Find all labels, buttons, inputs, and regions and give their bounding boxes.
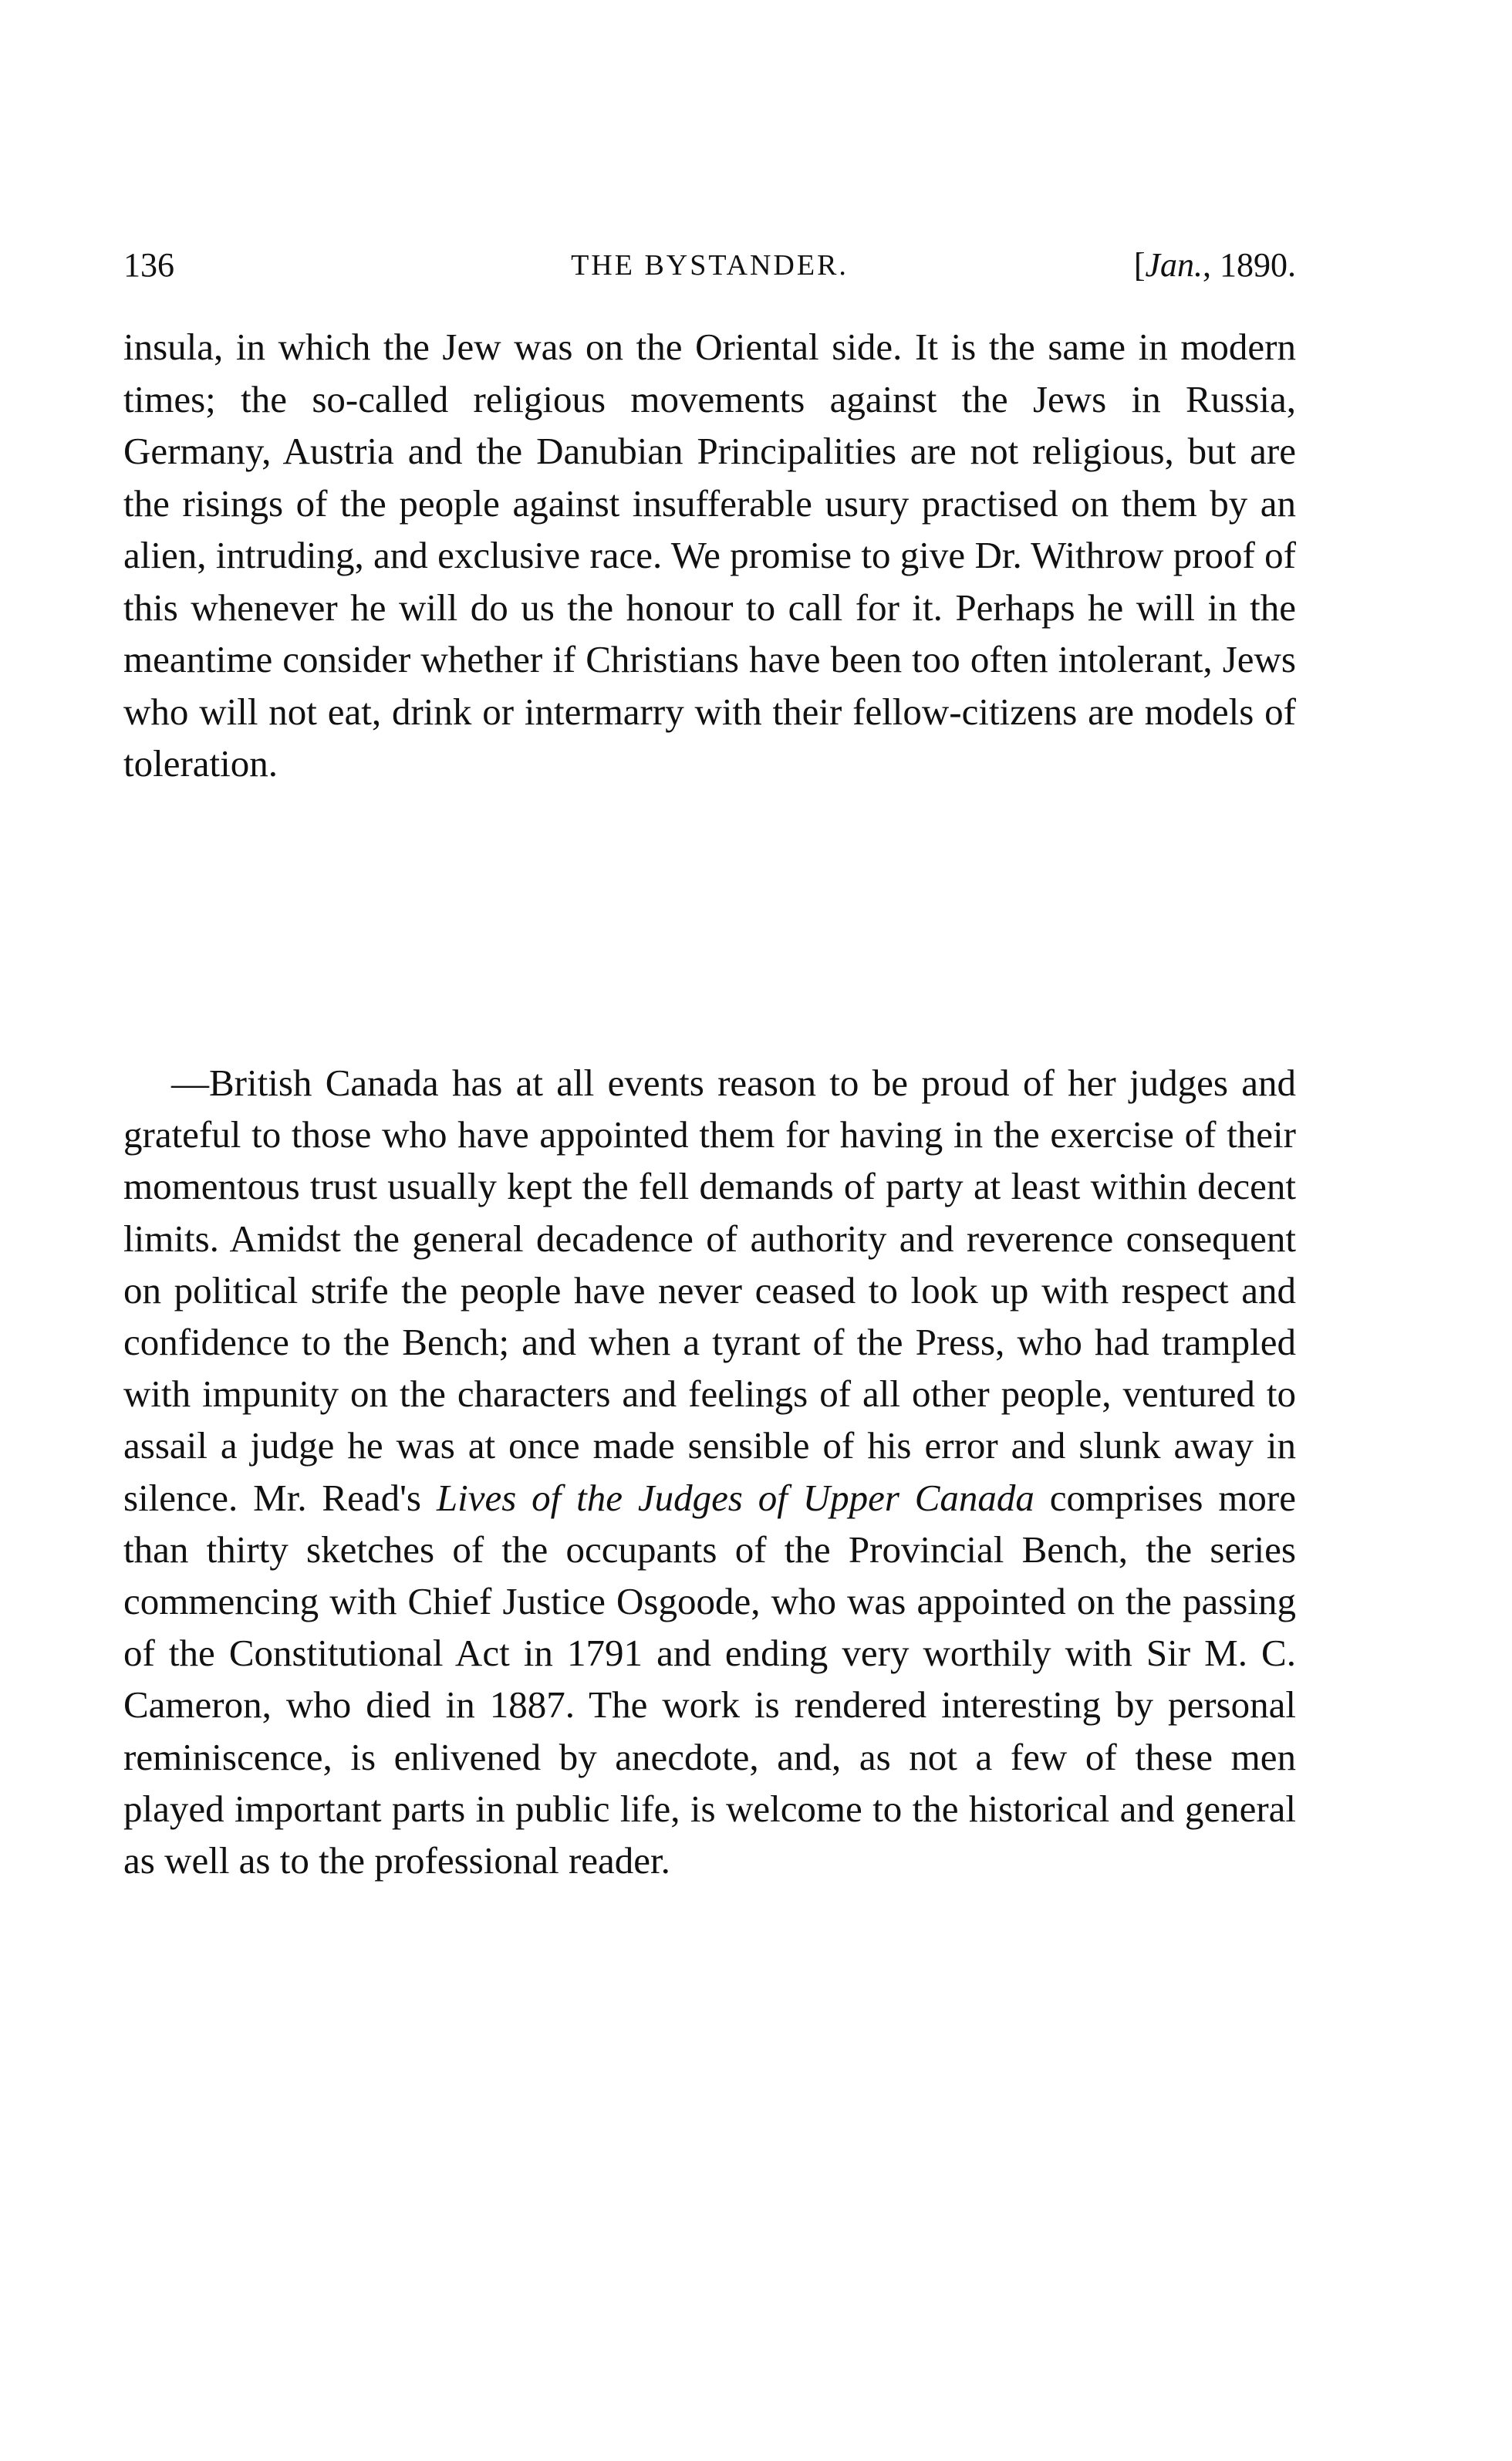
issue-date: [1134, 245, 1296, 285]
page-number: 136: [123, 246, 174, 284]
paragraph-canadian-judges: [123, 1057, 1296, 1886]
running-title: THE BYSTANDER.: [571, 249, 849, 282]
issue-date-bracket: [: [1133, 246, 1146, 284]
paragraph-2-text-end: comprises more than thirty sketches of the occupants of the Provincial Bench, the series commencing with Chief Justice Osgoode, who was appointed on the passing of the Constitutional Act in 1791 and ending very worthily with Sir M. C. Cameron, who died in 1887. The work is rendered interesting by personal reminiscence, is enlivened by anecdote, and, as not a few of these men played important parts in public life, is welcome to the historical and general as well as to the professional reader.: [123, 1476, 1296, 1882]
page-header: [123, 245, 1296, 292]
book-title: Lives of the Judges of Upper Canada: [436, 1476, 1034, 1519]
issue-date-year: , 1890.: [1203, 246, 1296, 284]
paragraph-jewish-question: [123, 321, 1296, 790]
paragraph-2-text-start: —British Canada has at all events reason to be proud of her judges and grateful to those who have appointed them for having in the exercise of their momentous trust usually kept the fell demands of party at least within decent limits. Amidst the general decadence of authority and reverence consequent on political strife the people have never ceased to look up with respect and confidence to the Bench; and when a tyrant of the Press, who had trampled with impunity on the characters and feelings of all other people, ventured to assail a judge he was at once made sensible of his error and slunk away in silence. Mr. Read's: [123, 1062, 1296, 1519]
issue-date-month: Jan.: [1145, 246, 1203, 284]
paragraph-1-text: insula, in which the Jew was on the Oriental side. It is the same in modern times; the so-called religious movements against the Jews in Russia, Germany, Austria and the Danubian Principalities are not religious, but are the risings of the people against insufferable usury practised on them by an alien, intruding, and exclusive race. We promise to give Dr. Withrow proof of this whenever he will do us the honour to call for it. Perhaps he will in the meantime consider whether if Christians have been too often intolerant, Jews who will not eat, drink or intermarry with their fellow-citizens are models of toleration.: [123, 326, 1296, 785]
